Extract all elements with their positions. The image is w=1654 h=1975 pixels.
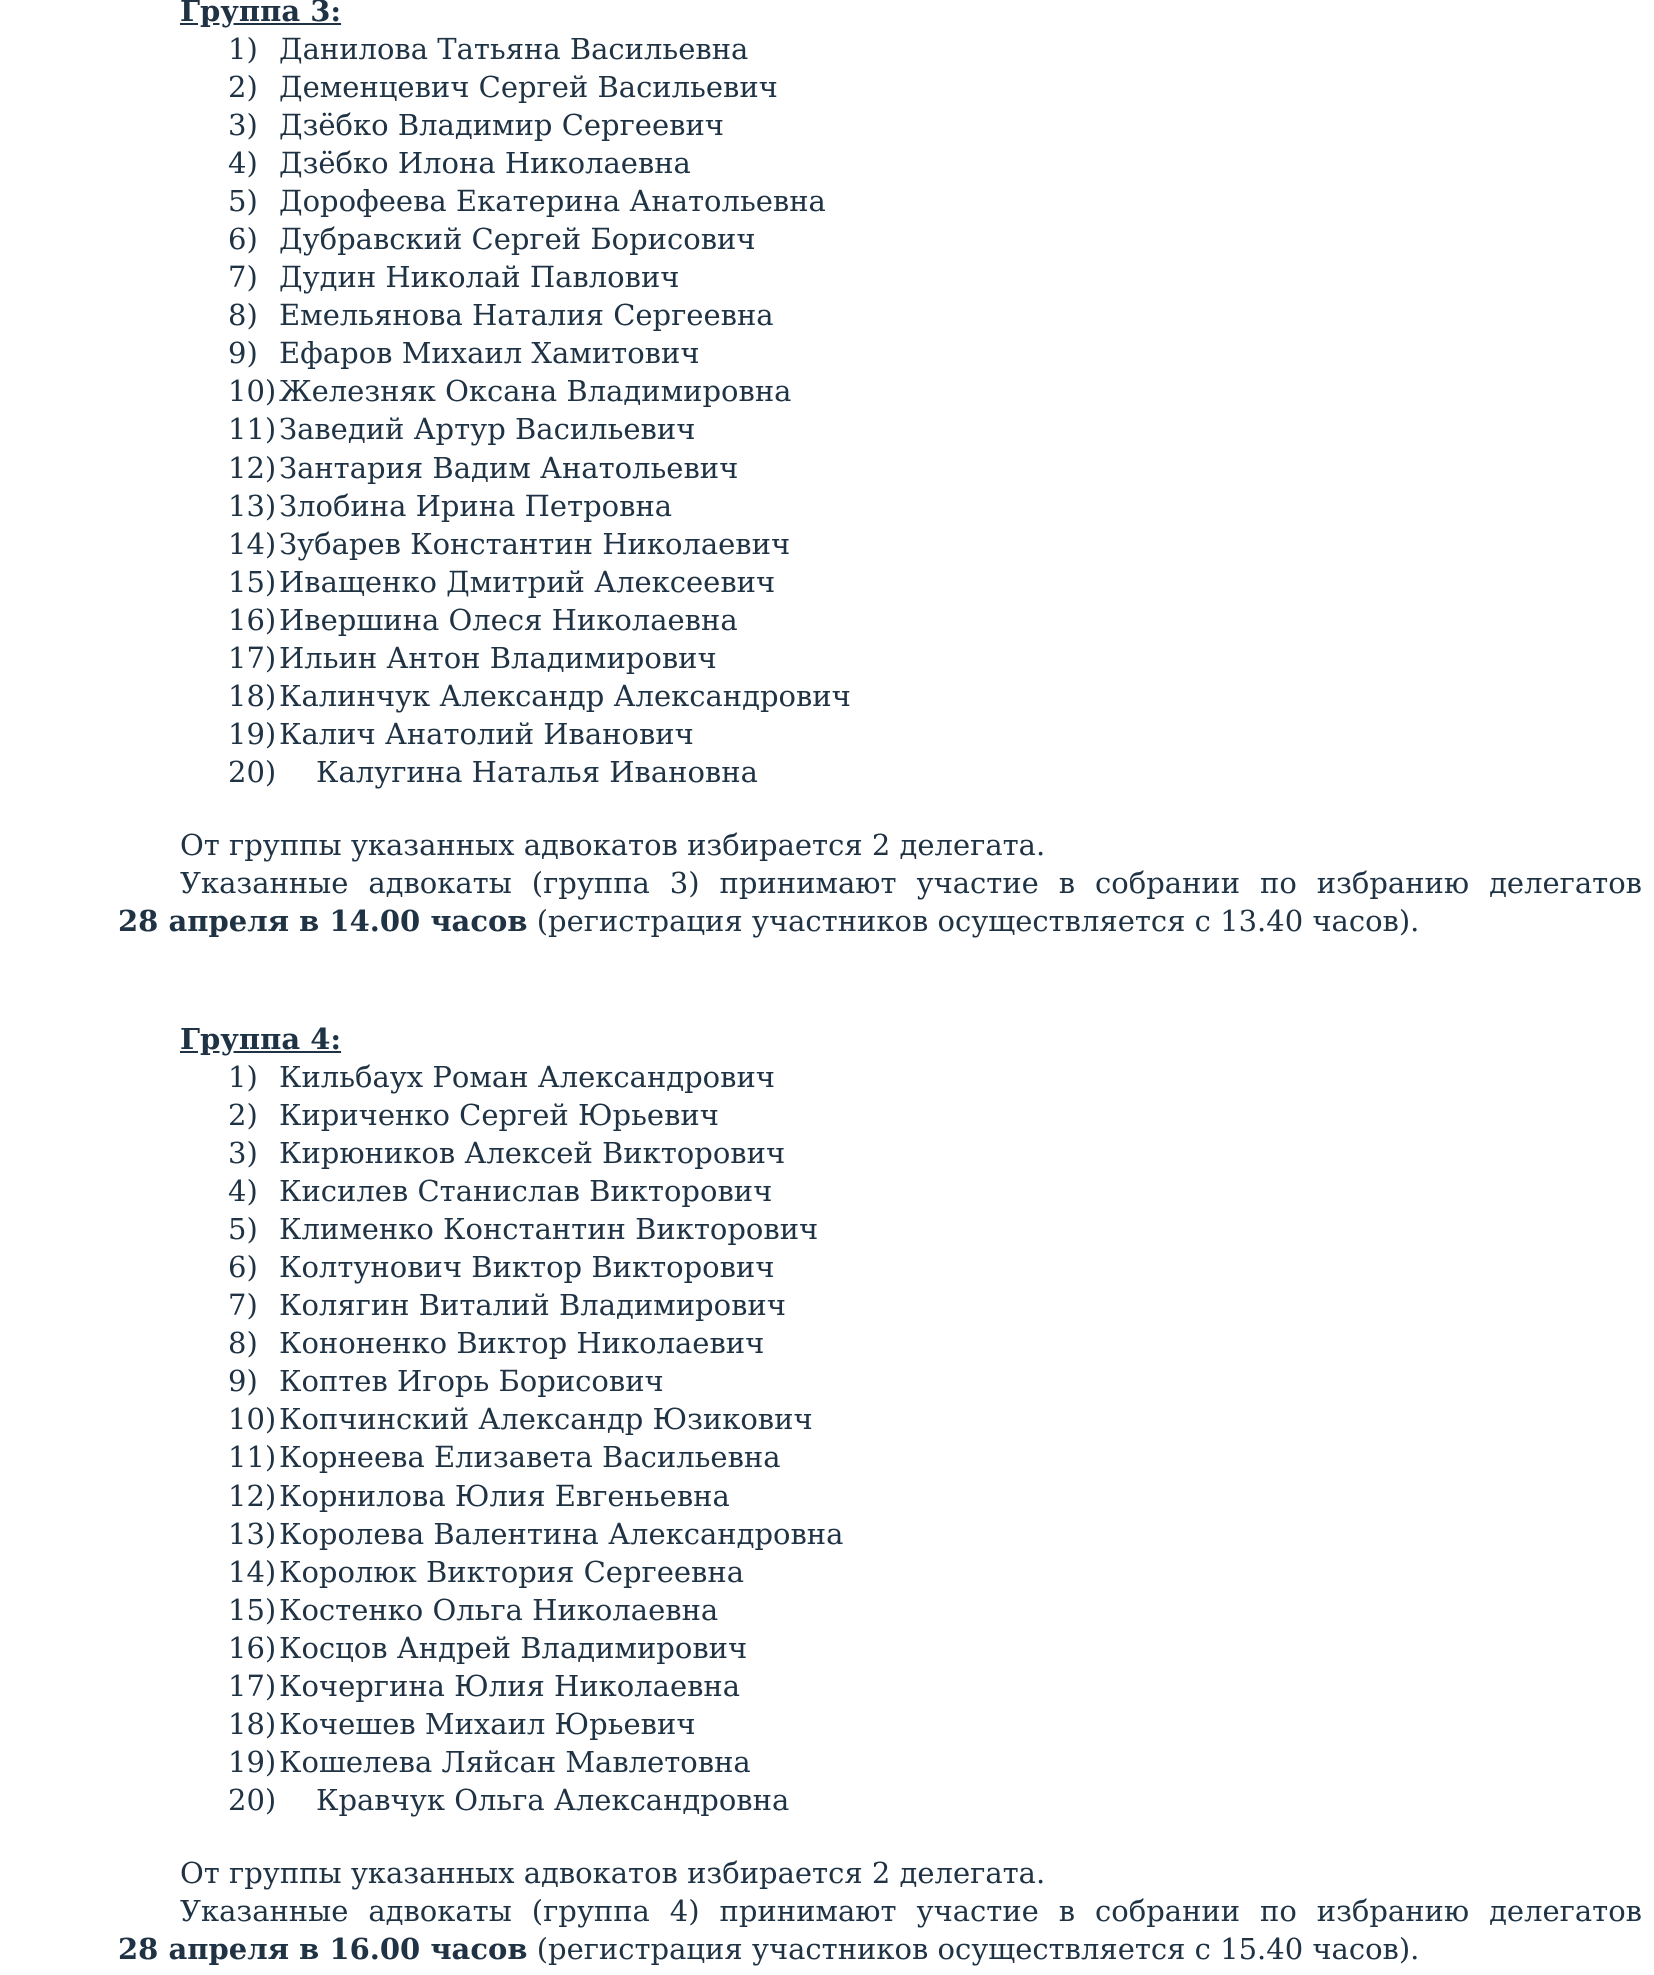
- list-item-number: 8): [228, 298, 258, 333]
- list-item-name: Данилова Татьяна Васильевна: [279, 32, 749, 66]
- list-item-name: Кириченко Сергей Юрьевич: [279, 1098, 719, 1133]
- list-item-name: Иващенко Дмитрий Алексеевич: [279, 564, 776, 599]
- list-item-name: Зантария Вадим Анатольевич: [279, 450, 739, 485]
- list-item-number: 20): [228, 754, 277, 789]
- list-item-number: 6): [228, 222, 258, 257]
- list-item-number: 10): [228, 374, 277, 409]
- list-item-number: 13): [228, 1516, 277, 1551]
- list-item-name: Дзёбко Илона Николаевна: [279, 146, 691, 181]
- list-item-name: Косцов Андрей Владимирович: [279, 1630, 748, 1665]
- list-item-number: 1): [228, 32, 258, 66]
- group-3-meeting-line: [118, 902, 1419, 940]
- group-3-heading: Группа 3:: [180, 0, 342, 28]
- list-item-number: 19): [228, 716, 277, 751]
- list-item-number: 10): [228, 1402, 277, 1437]
- list-item-name: Калинчук Александр Александрович: [279, 678, 851, 713]
- list-item-name: Ивершина Олеся Николаевна: [279, 602, 738, 637]
- list-item-name: Ефаров Михаил Хамитович: [279, 336, 700, 371]
- group-4-participation-text: Указанные адвокаты (группа 4) принимают участие в собрании по избранию делегатов: [180, 1894, 1642, 1928]
- group-3-meeting-time: 28 апреля в 14.00 часов: [118, 904, 528, 938]
- list-item-name: Копчинский Александр Юзикович: [279, 1402, 813, 1437]
- list-item-name: Кочергина Юлия Николаевна: [279, 1668, 741, 1703]
- list-item-name: Заведий Артур Васильевич: [279, 412, 696, 447]
- list-item-number: 5): [228, 184, 258, 219]
- group-3-participation-text: Указанные адвокаты (группа 3) принимают участие в собрании по избранию делегатов: [180, 866, 1642, 900]
- list-item-name: Коптев Игорь Борисович: [279, 1364, 664, 1399]
- list-item-name: Колтунович Виктор Викторович: [279, 1250, 775, 1285]
- list-item-name: Кильбаух Роман Александрович: [279, 1060, 775, 1094]
- list-item-number: 3): [228, 1136, 258, 1171]
- list-item-number: 16): [228, 1630, 277, 1665]
- list-item-name: Емельянова Наталия Сергеевна: [279, 298, 774, 333]
- list-item-name: Кравчук Ольга Александровна: [316, 1782, 790, 1817]
- group-4-heading: Группа 4:: [180, 1022, 342, 1056]
- list-item-name: Ильин Антон Владимирович: [279, 640, 717, 675]
- group-3-registration-text: (регистрация участников осуществляется с 13.40 часов).: [527, 904, 1420, 938]
- group-4-elect-text: От группы указанных адвокатов избирается 2 делегата.: [180, 1856, 1046, 1890]
- list-item-number: 12): [228, 450, 277, 485]
- list-item-number: 9): [228, 1364, 258, 1399]
- list-item-name: Королюк Виктория Сергеевна: [279, 1554, 744, 1589]
- list-item-name: Кочешев Михаил Юрьевич: [279, 1706, 696, 1741]
- list-item-number: 7): [228, 260, 258, 295]
- list-item-number: 11): [228, 412, 277, 447]
- list-item-number: 19): [228, 1744, 277, 1779]
- group-4-meeting-time: 28 апреля в 16.00 часов: [118, 1932, 528, 1966]
- list-item-number: 3): [228, 108, 258, 143]
- list-item-number: 14): [228, 1554, 277, 1589]
- list-item-name: Деменцевич Сергей Васильевич: [279, 70, 778, 105]
- list-item-number: 5): [228, 1212, 258, 1247]
- list-item-number: 2): [228, 1098, 258, 1133]
- group-4-registration-text: (регистрация участников осуществляется с 15.40 часов).: [527, 1932, 1420, 1966]
- list-item-name: Злобина Ирина Петровна: [279, 488, 673, 523]
- list-item-number: 4): [228, 1174, 258, 1209]
- list-item-number: 15): [228, 1592, 277, 1627]
- list-item-name: Дудин Николай Павлович: [279, 260, 680, 295]
- group-3-elect-text: От группы указанных адвокатов избирается 2 делегата.: [180, 828, 1046, 862]
- list-item-name: Дорофеева Екатерина Анатольевна: [279, 184, 826, 219]
- list-item-name: Кирюников Алексей Викторович: [279, 1136, 786, 1171]
- group-4-meeting-line: [118, 1930, 1419, 1968]
- list-item-number: 2): [228, 70, 258, 105]
- list-item-name: Кононенко Виктор Николаевич: [279, 1326, 765, 1361]
- list-item-name: Калугина Наталья Ивановна: [316, 754, 758, 789]
- list-item-name: Калич Анатолий Иванович: [279, 716, 694, 751]
- list-item-number: 17): [228, 1668, 277, 1703]
- list-item-number: 18): [228, 1706, 277, 1741]
- list-item-number: 9): [228, 336, 258, 371]
- list-item-number: 13): [228, 488, 277, 523]
- list-item-name: Костенко Ольга Николаевна: [279, 1592, 719, 1627]
- list-item-name: Корнилова Юлия Евгеньевна: [279, 1478, 730, 1513]
- list-item-name: Колягин Виталий Владимирович: [279, 1288, 786, 1323]
- list-item-number: 11): [228, 1440, 277, 1475]
- list-item-name: Королева Валентина Александровна: [279, 1516, 844, 1551]
- list-item-name: Кошелева Ляйсан Мавлетовна: [279, 1744, 751, 1779]
- list-item-number: 6): [228, 1250, 258, 1285]
- list-item-number: 16): [228, 602, 277, 637]
- list-item-number: 17): [228, 640, 277, 675]
- list-item-number: 20): [228, 1782, 277, 1817]
- list-item-number: 14): [228, 526, 277, 561]
- list-item-number: 8): [228, 1326, 258, 1361]
- list-item-name: Корнеева Елизавета Васильевна: [279, 1440, 781, 1475]
- list-item-number: 4): [228, 146, 258, 181]
- list-item-name: Железняк Оксана Владимировна: [279, 374, 792, 409]
- list-item-number: 18): [228, 678, 277, 713]
- list-item-number: 1): [228, 1060, 258, 1094]
- list-item-name: Кисилев Станислав Викторович: [279, 1174, 773, 1209]
- list-item-number: 12): [228, 1478, 277, 1513]
- list-item-number: 15): [228, 564, 277, 599]
- list-item-name: Клименко Константин Викторович: [279, 1212, 819, 1247]
- list-item-name: Дзёбко Владимир Сергеевич: [279, 108, 724, 143]
- list-item-name: Дубравский Сергей Борисович: [279, 222, 756, 257]
- list-item-number: 7): [228, 1288, 258, 1323]
- list-item-name: Зубарев Константин Николаевич: [279, 526, 791, 561]
